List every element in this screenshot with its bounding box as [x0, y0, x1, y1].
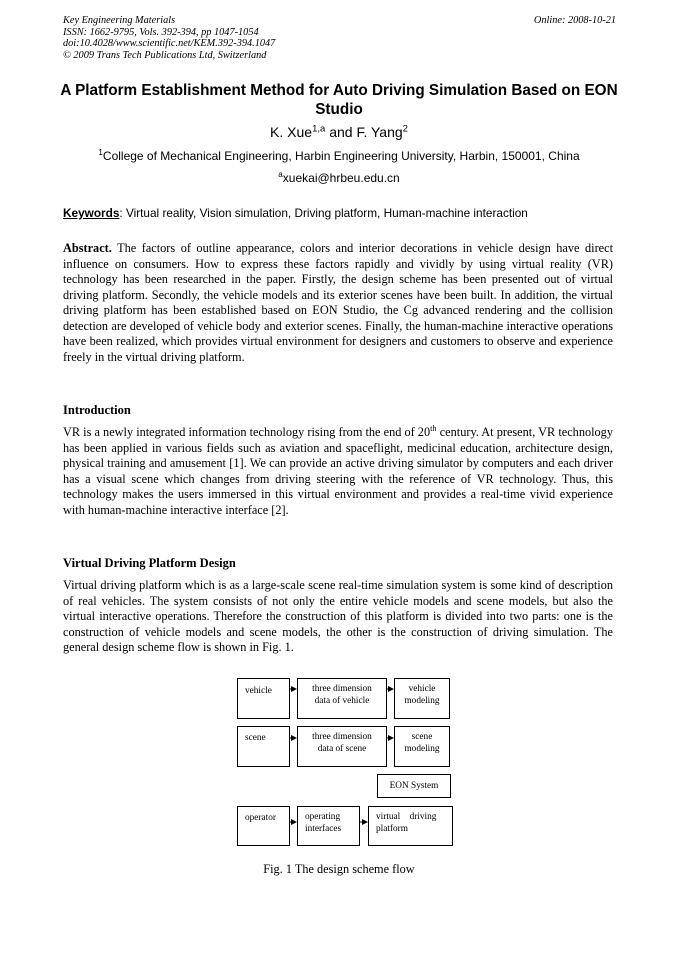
box-operator-label: operator — [245, 813, 276, 823]
box-scene-data-line1: three dimension — [312, 732, 372, 742]
box-vehicle-data — [297, 678, 387, 719]
author-and: and — [325, 124, 357, 140]
author-1-sup: 1,a — [312, 123, 326, 135]
online-date: Online: 2008-10-21 — [533, 15, 616, 26]
box-eon-system — [377, 774, 451, 798]
email-sup: a — [278, 170, 283, 179]
box-vehicle — [237, 678, 290, 719]
introduction-heading: Introduction — [63, 403, 131, 417]
section-heading: Virtual Driving Platform Design — [63, 556, 236, 570]
abstract — [63, 241, 613, 365]
introduction-paragraph — [63, 425, 613, 518]
box-driving-platform — [368, 806, 453, 846]
box-interfaces-line2: interfaces — [305, 824, 342, 834]
box-vehicle-data-line1: three dimension — [312, 684, 372, 694]
box-interfaces-line1: operating — [305, 812, 341, 822]
journal-metadata — [63, 15, 616, 61]
box-platform-line1: virtual driving — [376, 812, 437, 822]
box-vehicle-modeling-line2: modeling — [404, 696, 440, 706]
copyright-line: © 2009 Trans Tech Publications Ltd, Switzerland — [63, 49, 267, 61]
box-scene-modeling — [394, 726, 450, 767]
box-vehicle-modeling — [394, 678, 450, 719]
email-address: xuekai@hrbeu.edu.cn — [282, 171, 400, 185]
introduction-sup: th — [430, 423, 437, 433]
author-2-sup: 2 — [402, 123, 408, 135]
box-vehicle-label: vehicle — [245, 686, 272, 696]
box-scene-label: scene — [245, 733, 266, 743]
abstract-label: Abstract. — [63, 241, 112, 255]
box-vehicle-data-line2: data of vehicle — [314, 696, 370, 706]
introduction-text-b: century. At present, VR technology has been applied in various fields such as aviation and spaceflight, medicinal education, architecture design, physical training and amusement [1]. We can provide an active driving simulator by computers and each driver has a visual scene which changes from driving steering with the reference of VR technology. Thus, this technology makes the users immersed in this virtual environment and provides a real-time vivid experience with human-machine interactive interface [2]. — [63, 425, 613, 517]
paper-title: A Platform Establishment Method for Auto Driving Simulation Based on EON Studio — [60, 82, 618, 118]
keywords — [63, 206, 616, 220]
email — [0, 171, 678, 185]
box-scene — [237, 726, 290, 767]
author-1: K. Xue — [270, 124, 313, 140]
keywords-label: Keywords — [63, 206, 120, 220]
doi-line: doi:10.4028/www.scientific.net/KEM.392-394.1047 — [63, 38, 276, 49]
affiliation-text: College of Mechanical Engineering, Harbin Engineering University, Harbin, 150001, China — [102, 149, 580, 163]
box-platform-line2: platform — [376, 824, 409, 834]
box-scene-data-line2: data of scene — [317, 744, 367, 754]
abstract-text: The factors of outline appearance, colors and interior decorations in vehicle design have direct influence on consumers. How to express these factors rapidly and vividly by using virtual reality (VR) technology has been researched in the paper. Firstly, the design scheme has been presented out of virtual driving platform. Secondly, the vehicle models and its exterior scenes have been built. In addition, the virtual driving platform has been established based on EON Studio, the Cg advanced rendering and the collision detection are developed of vehicle body and exterior scenes. Finally, the human-machine interactive operations have been realized, which provides virtual environment for designers and customers to observe and experience freely in the virtual driving platform. — [63, 241, 613, 364]
introduction-text-a: VR is a newly integrated information technology rising from the end of 20 — [63, 425, 431, 439]
box-operator — [237, 806, 290, 846]
box-eon-label: EON System — [389, 781, 439, 791]
box-scene-modeling-line2: modeling — [404, 744, 440, 754]
issn-line: ISSN: 1662-9795, Vols. 392-394, pp 1047-1054 — [63, 26, 259, 38]
keywords-text: : Virtual reality, Vision simulation, Driving platform, Human-machine interaction — [119, 206, 528, 220]
figure-caption: Fig. 1 The design scheme flow — [263, 862, 415, 876]
box-interfaces — [297, 806, 360, 846]
journal-name: Key Engineering Materials — [63, 15, 176, 26]
authors — [0, 124, 678, 140]
box-vehicle-modeling-line1: vehicle — [408, 684, 436, 694]
affiliation — [0, 149, 678, 163]
box-scene-modeling-line1: scene — [411, 732, 433, 742]
box-scene-data — [297, 726, 387, 767]
section-paragraph: Virtual driving platform which is as a large-scale scene real-time simulation system is some kind of description of real vehicles. The system consists of not only the entire vehicle models and scene models, but also the virtual interactive operations. Therefore the construction of this platform is divided into two parts: one is the construction of vehicle models and scene models, the other is the construction of driving simulation. The general design scheme flow is shown in Fig. 1. — [63, 578, 613, 654]
affiliation-sup: 1 — [98, 148, 103, 157]
author-2: F. Yang — [356, 124, 403, 140]
